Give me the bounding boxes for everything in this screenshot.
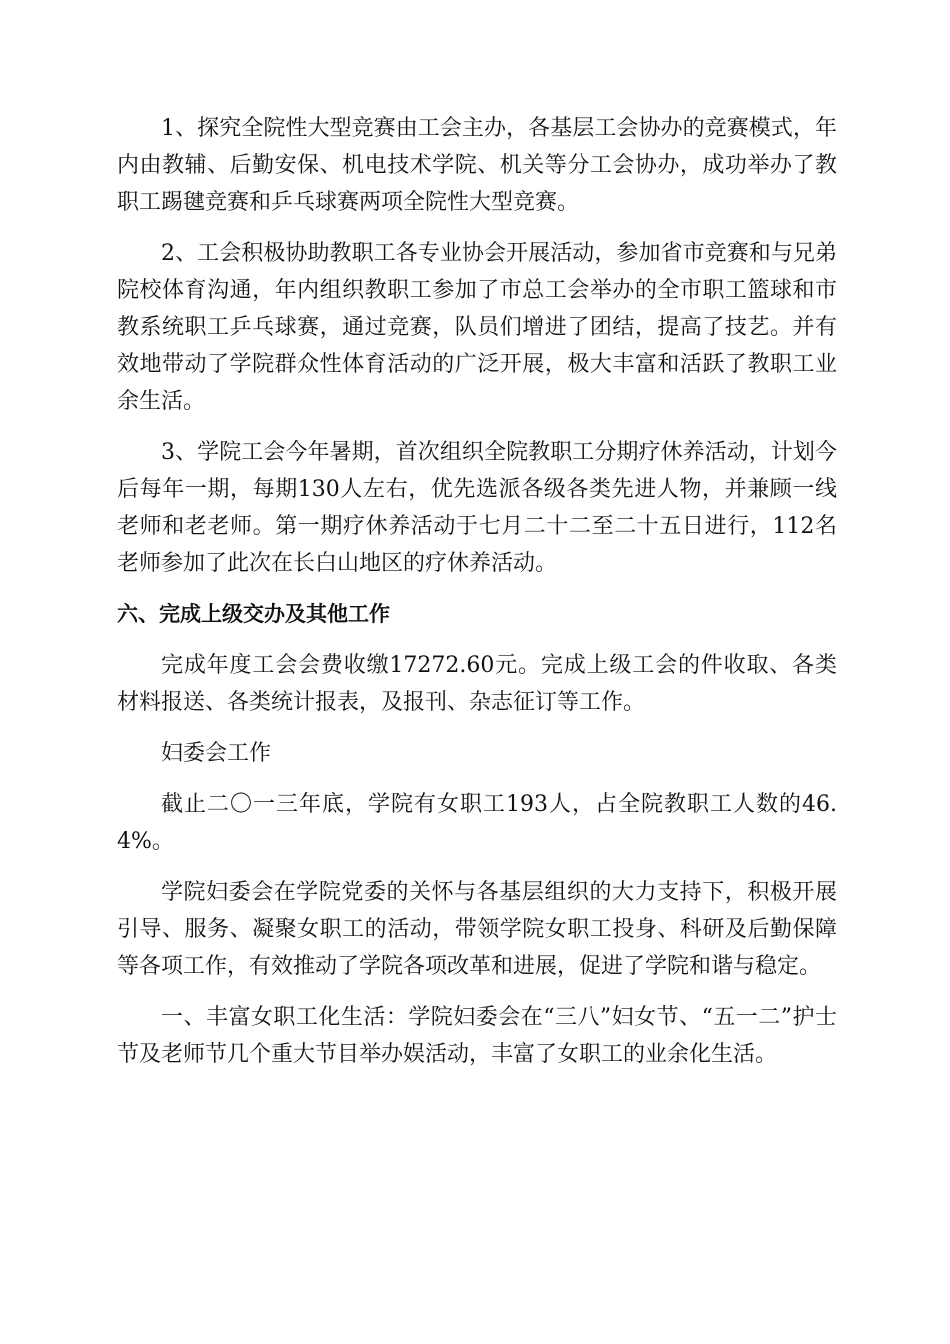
section-heading: 六、完成上级交办及其他工作 bbox=[117, 602, 390, 626]
paragraph-competition-model: 1、探究全院性大型竞赛由工会主办，各基层工会协办的竞赛模式，年内由教辅、后勤安保、机电技术学院、机关等分工会协办，成功举办了教职工踢毽竞赛和乒乓球赛两项全院性大型竞赛。 bbox=[117, 116, 837, 215]
paragraph-cultural-life: 一、丰富女职工化生活：学院妇委会在“三八”妇女节、“五一二”护士节及老师节几个重大节目举办娱活动，丰富了女职工的业余化生活。 bbox=[117, 1005, 837, 1067]
paragraph-recuperation-activity: 3、学院工会今年暑期，首次组织全院教职工分期疗休养活动，计划今后每年一期，每期130人左右，优先选派各级各类先进人物，并兼顾一线老师和老老师。第一期疗休养活动于七月二十二至二十五日进行，112名老师参加了此次在长白山地区的疗休养活动。 bbox=[117, 440, 837, 576]
paragraph-womens-committee-work: 学院妇委会在学院党委的关怀与各基层组织的大力支持下，积极开展引导、服务、凝聚女职工的活动，带领学院女职工投身、科研及后勤保障等各项工作，有效推动了学院各项改革和进展，促进了学院和谐与稳定。 bbox=[117, 880, 837, 979]
paragraph-womens-committee-title: 妇委会工作 bbox=[161, 741, 272, 766]
paragraph-union-dues: 完成年度工会会费收缴17272.60元。完成上级工会的件收取、各类材料报送、各类统计报表，及报刊、杂志征订等工作。 bbox=[117, 653, 837, 715]
paragraph-sports-associations: 2、工会积极协助教职工各专业协会开展活动，参加省市竞赛和与兄弟院校体育沟通，年内组织教职工参加了市总工会举办的全市职工篮球和市教系统职工乒乓球赛，通过竞赛，队员们增进了团结，提高了技艺。并有效地带动了学院群众性体育活动的广泛开展，极大丰富和活跃了教职工业余生活。 bbox=[117, 241, 837, 414]
document-page bbox=[117, 110, 837, 1087]
paragraph-female-staff-count: 截止二〇一三年底，学院有女职工193人，占全院教职工人数的46.4%。 bbox=[117, 792, 837, 854]
